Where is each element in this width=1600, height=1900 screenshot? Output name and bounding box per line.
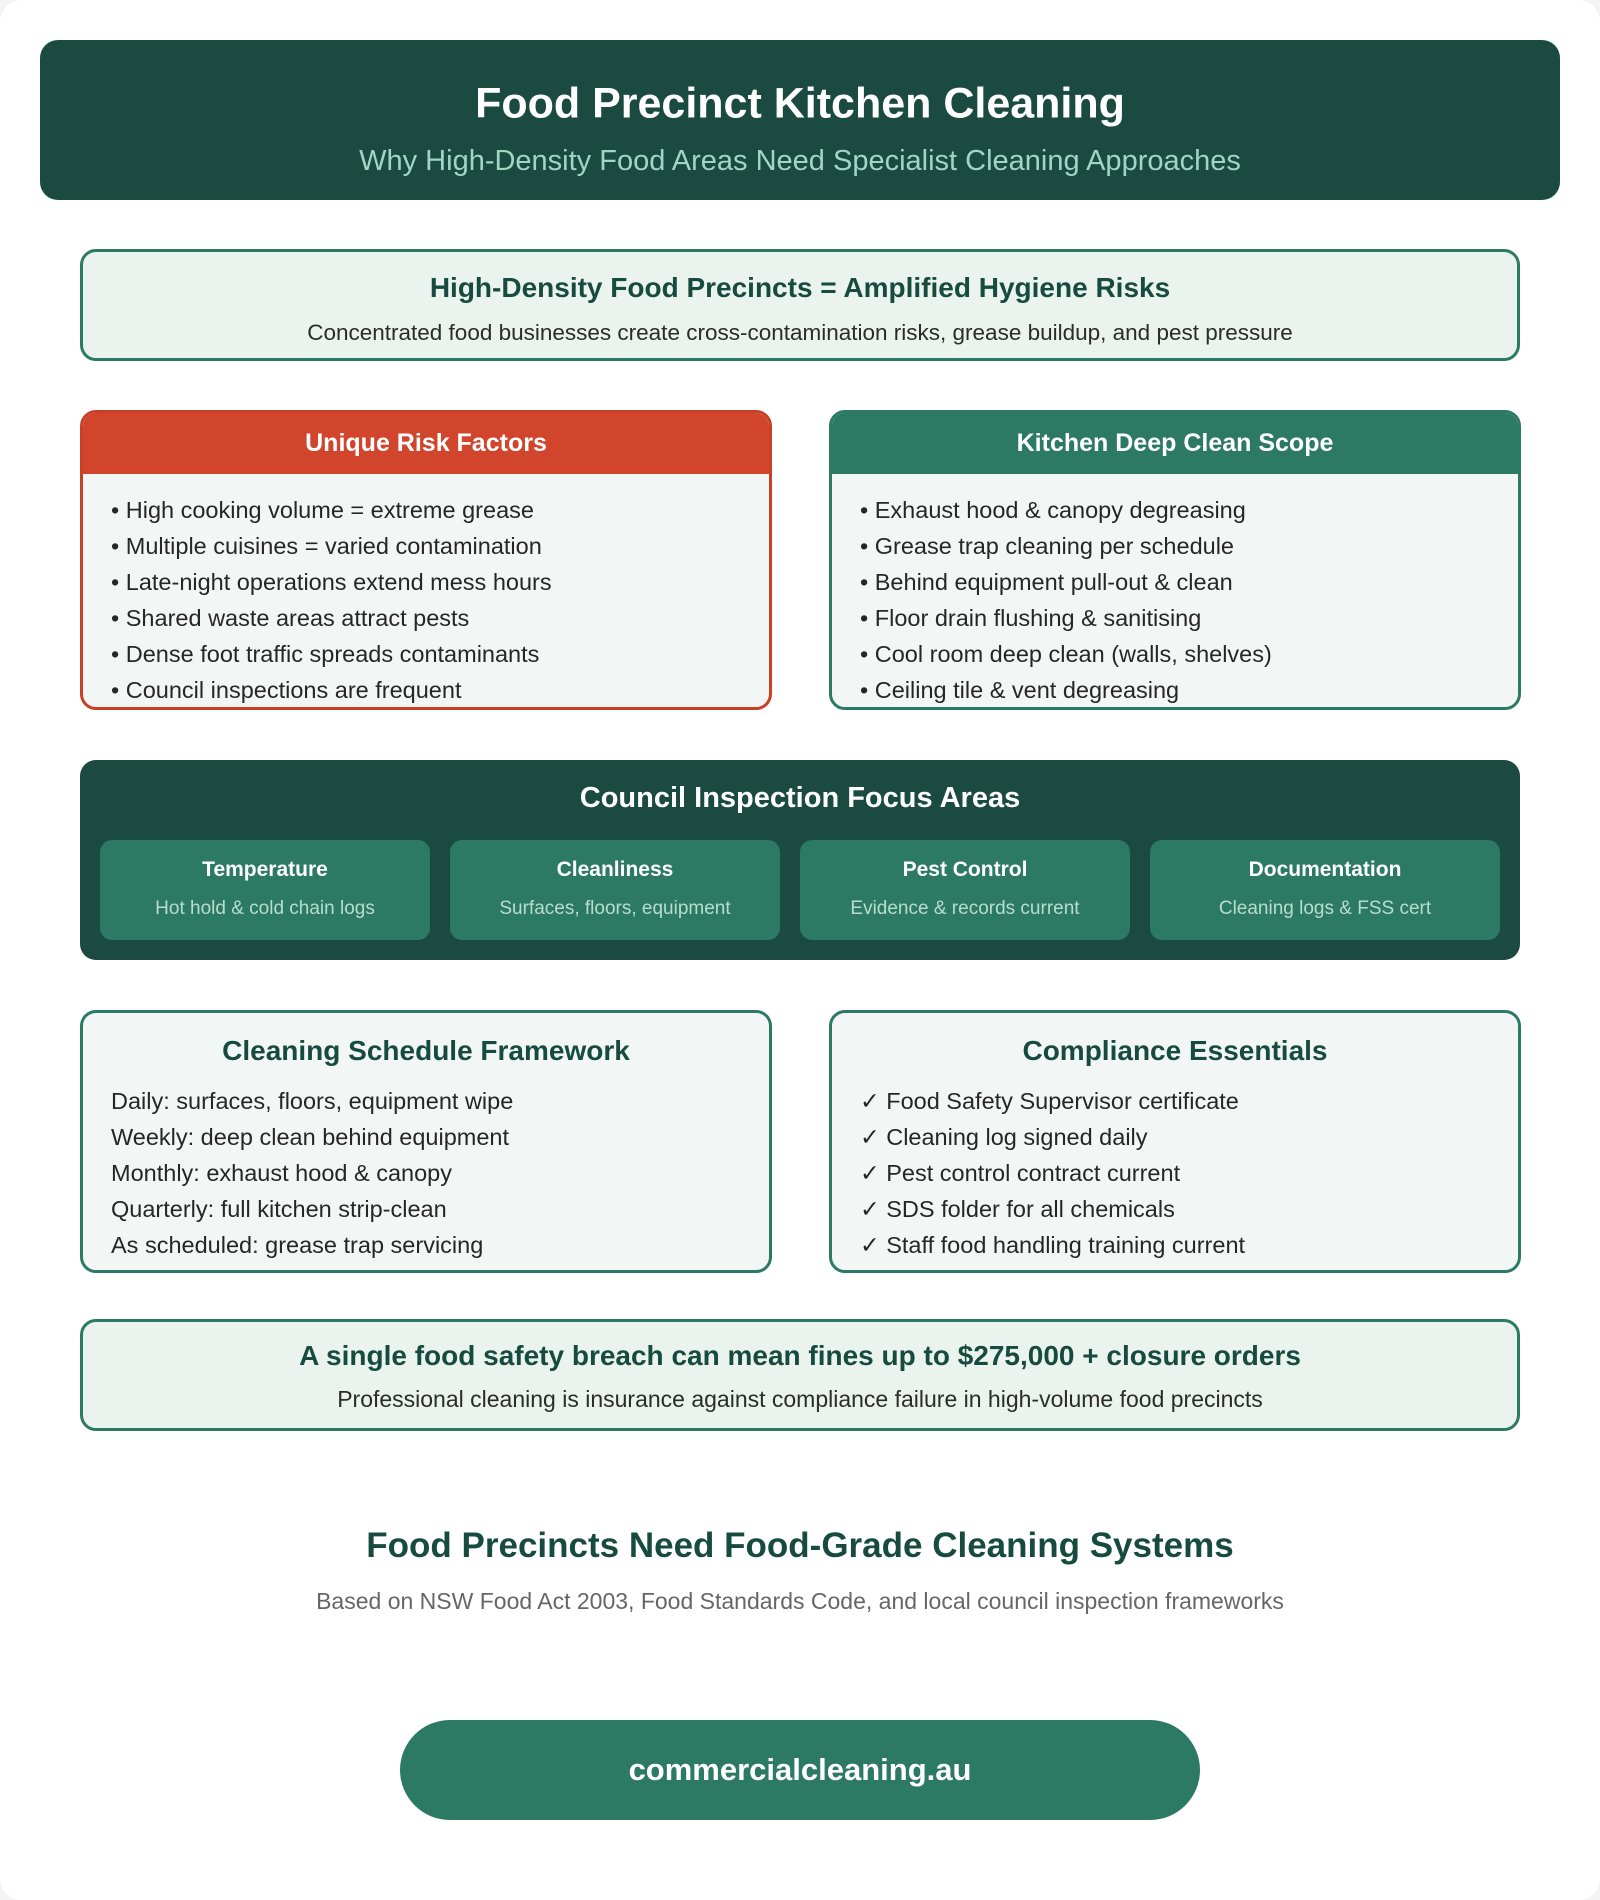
schedule-card [80, 1010, 772, 1273]
deep-clean-title: Kitchen Deep Clean Scope [832, 413, 1518, 474]
compliance-list [860, 1083, 1245, 1263]
schedule-list [111, 1083, 513, 1263]
deep-clean-card [829, 410, 1521, 710]
list-item: • Late-night operations extend mess hours [111, 569, 552, 595]
list-item: • Shared waste areas attract pests [111, 605, 470, 631]
list-item: As scheduled: grease trap servicing [111, 1232, 484, 1258]
warning-callout [80, 1319, 1520, 1431]
list-item: ✓ SDS folder for all chemicals [860, 1196, 1175, 1222]
risk-factors-list [83, 474, 769, 708]
list-item: • Behind equipment pull-out & clean [860, 569, 1233, 595]
closing-source-note: Based on NSW Food Act 2003, Food Standards Code, and local council inspection frameworks [316, 1588, 1284, 1614]
tile-title: Cleanliness [556, 858, 674, 881]
list-item: Quarterly: full kitchen strip-clean [111, 1196, 447, 1222]
intro-callout [80, 249, 1520, 361]
list-item: ✓ Cleaning log signed daily [860, 1124, 1148, 1150]
list-item: • Floor drain flushing & sanitising [860, 605, 1202, 631]
compliance-title: Compliance Essentials [1022, 1035, 1328, 1066]
closing-title: Food Precincts Need Food-Grade Cleaning Systems [366, 1526, 1234, 1565]
inspection-panel [80, 760, 1520, 960]
list-item: ✓ Pest control contract current [860, 1160, 1181, 1186]
schedule-title: Cleaning Schedule Framework [222, 1035, 630, 1066]
list-item: • Ceiling tile & vent degreasing [860, 677, 1180, 703]
intro-title: High-Density Food Precincts = Amplified Hygiene Risks [429, 272, 1171, 303]
tile-text: Evidence & records current [850, 898, 1080, 919]
tile-title: Documentation [1248, 858, 1402, 881]
compliance-card [829, 1010, 1521, 1273]
list-item: ✓ Food Safety Supervisor certificate [860, 1088, 1239, 1114]
header-banner [40, 40, 1560, 200]
page-title: Food Precinct Kitchen Cleaning [475, 79, 1125, 128]
tile-text: Surfaces, floors, equipment [499, 898, 731, 919]
list-item: Weekly: deep clean behind equipment [111, 1124, 510, 1150]
page-subtitle: Why High-Density Food Areas Need Specialist Cleaning Approaches [359, 145, 1241, 177]
warning-title: A single food safety breach can mean fines up to $275,000 + closure orders [299, 1340, 1301, 1371]
risk-factors-card [80, 410, 772, 710]
list-item: ✓ Staff food handling training current [860, 1232, 1246, 1258]
tile-text: Hot hold & cold chain logs [155, 898, 375, 919]
tile-title: Temperature [202, 858, 328, 881]
inspection-tile-cleanliness [450, 840, 780, 940]
list-item: • High cooking volume = extreme grease [111, 497, 534, 523]
warning-text: Professional cleaning is insurance against compliance failure in high-volume food precincts [337, 1386, 1263, 1412]
list-item: • Multiple cuisines = varied contamination [111, 533, 542, 559]
list-item: • Exhaust hood & canopy degreasing [860, 497, 1246, 523]
tile-text: Cleaning logs & FSS cert [1218, 898, 1432, 919]
inspection-tile-documentation [1150, 840, 1500, 940]
tile-title: Pest Control [902, 858, 1028, 881]
inspection-tile-pest-control [800, 840, 1130, 940]
list-item: Monthly: exhaust hood & canopy [111, 1160, 452, 1186]
list-item: Daily: surfaces, floors, equipment wipe [111, 1088, 514, 1114]
list-item: • Grease trap cleaning per schedule [860, 533, 1235, 559]
list-item: • Dense foot traffic spreads contaminants [111, 641, 540, 667]
list-item: • Cool room deep clean (walls, shelves) [860, 641, 1272, 667]
inspection-tile-temperature [100, 840, 430, 940]
intro-text: Concentrated food businesses create cross-contamination risks, grease buildup, and pest pressure [307, 320, 1293, 345]
risk-factors-title: Unique Risk Factors [83, 413, 769, 474]
list-item: • Council inspections are frequent [111, 677, 462, 703]
deep-clean-list [832, 474, 1518, 708]
website-cta-button[interactable]: commercialcleaning.au [400, 1720, 1200, 1820]
inspection-title: Council Inspection Focus Areas [579, 782, 1021, 814]
